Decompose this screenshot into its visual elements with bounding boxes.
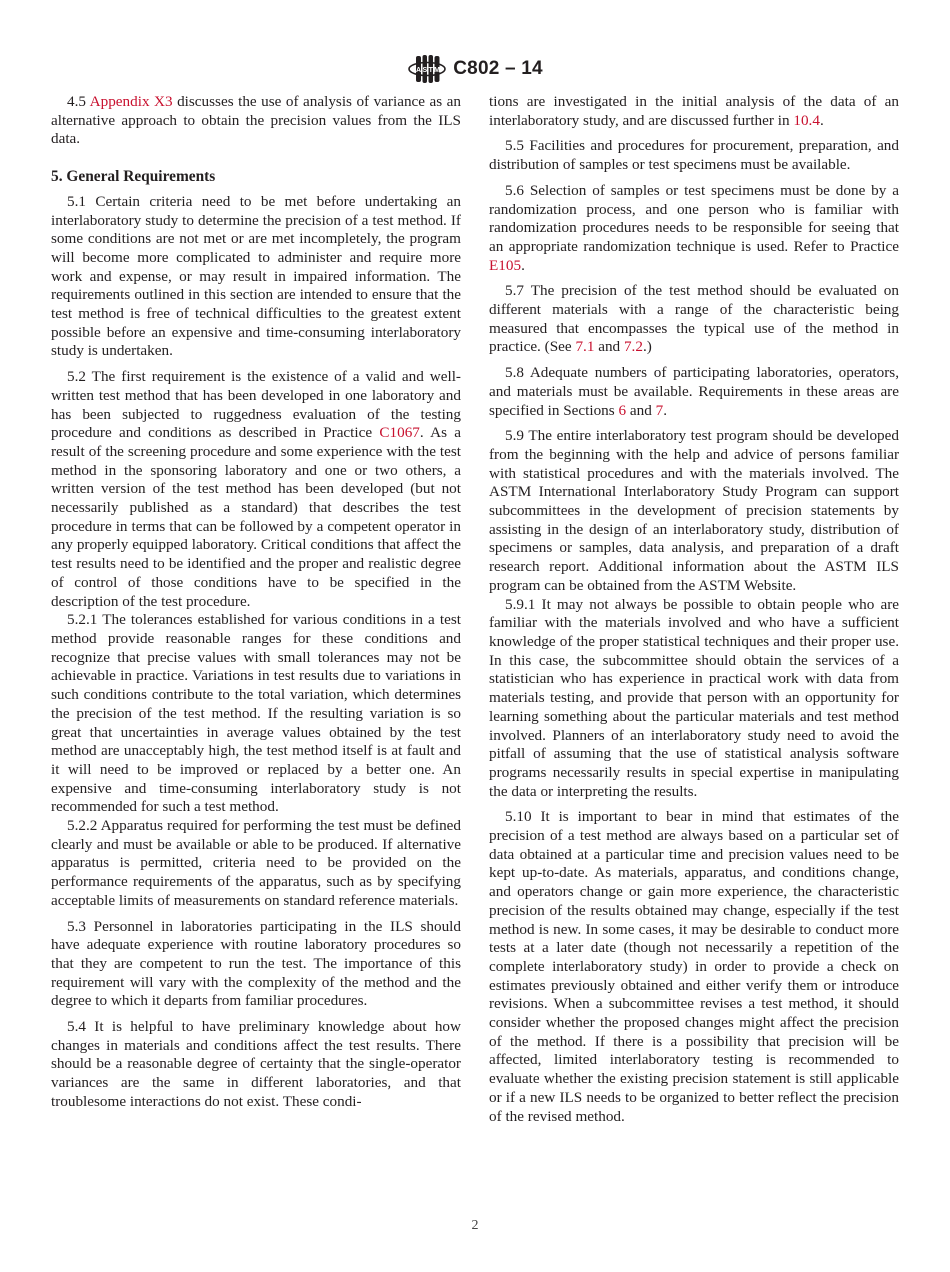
paragraph-text: 5.8 Adequate numbers of participating laboratories, operators, and materials must be available. Requirements in these areas are specified in Sections: [489, 364, 899, 419]
paragraph-5-2-1: [51, 611, 461, 817]
paragraph-5-7: [489, 282, 899, 357]
left-column: [51, 93, 461, 1112]
paragraph-text: 5.4 It is helpful to have preliminary knowledge about how changes in materials and conditions affect the test results. There should be a reasonable degree of certainty that the single-operator variances are the same in different laboratories, and that troublesome interactions do not exist. These condi-: [51, 1018, 461, 1110]
reference-link[interactable]: C1067: [379, 424, 420, 442]
paragraph-text: 5.2.2 Apparatus required for performing the test must be defined clearly and must be available or able to be produced. If alternative apparatus is permitted, criteria need to be provided on the performance requirements of the apparatus, such as by specifying acceptable limits of measurements on standard reference materials.: [51, 817, 461, 909]
paragraph-5-6: [489, 182, 899, 276]
svg-text:A: A: [416, 67, 422, 74]
paragraph-5-5: [489, 137, 899, 174]
reference-link[interactable]: 7.2: [623, 338, 643, 356]
paragraph-text: 4.5: [67, 93, 90, 110]
reference-link[interactable]: 6: [618, 401, 627, 419]
reference-link[interactable]: E105: [489, 256, 522, 274]
paragraph-text: 5.6 Selection of samples or test specimens must be done by a randomization process, and one person who is familiar with randomization procedures needs to be responsible for seeing that an appropriate randomization technique is used. Refer to Practice: [489, 181, 899, 255]
svg-text:M: M: [434, 67, 441, 74]
paragraph-5-2-2: [51, 817, 461, 911]
paragraph-text: 5.5 Facilities and procedures for procurement, preparation, and distribution of samples or test specimens must be available.: [489, 137, 899, 174]
page-number: 2: [471, 1218, 479, 1233]
paragraph-text: . As a result of the screening procedure and some experience with the test method in the sponsoring laboratory and one or two others, a written version of the test method has been developed (but not necessarily published as a standard) that describes the test procedure in terms that can be followed by a competent operator in any properly equipped laboratory. Critical conditions that affect the test results need to be identified and the proper and realistic degree of control of those conditions have to be specified in the description of the test procedure.: [51, 424, 462, 610]
paragraph-text: 5.3 Personnel in laboratories participating in the ILS should have adequate experience with routine laboratory procedures so that they are competent to run the test. The importance of this requirement will vary with the complexity of the method and the degree to which it departs from familiar procedures.: [51, 917, 461, 1010]
paragraph-text: .: [521, 256, 525, 274]
page-header: [0, 52, 950, 86]
reference-link[interactable]: 10.4: [793, 111, 820, 129]
paragraph-text: .: [663, 401, 668, 419]
svg-text:S: S: [422, 67, 428, 74]
paragraph-5-3: [51, 918, 461, 1012]
paragraph-text: tions are investigated in the initial analysis of the data of an interlaboratory study, and are discussed further in: [489, 93, 899, 129]
paragraph-text: .: [819, 111, 824, 129]
paragraph-5-2: [51, 368, 461, 611]
paragraph-text: and: [626, 401, 656, 419]
paragraph-5-10: [489, 808, 899, 1126]
paragraph-text: 5.7 The precision of the test method should be evaluated on different materials with a range of the characteristic being measured that encompasses the typical use of the method in practice. (See: [489, 282, 899, 356]
right-column: [489, 93, 899, 1126]
paragraph-text: 5.9.1 It may not always be possible to obtain people who are familiar with the materials involved and who have a sufficient knowledge of the proper statistical techniques and their proper use. In this case, the subcommittee should obtain the services of a statistician who has experience in practical work with data from materials testing, and provide that person with an opportunity for learning something about the particular materials and test method involved. Planners of an interlaboratory study need to avoid the pitfall of assuming that the use of statistical analysis software programs necessarily results in special expertise in manipulating the data or interpreting the results.: [489, 595, 899, 800]
paragraph-5-8: [489, 364, 899, 420]
paragraph-text: 5.2 The first requirement is the existence of a valid and well-written test method that has been developed in one laboratory and has been subjected to ruggedness evaluation of the testing procedure and conditions as described in Practice: [51, 368, 461, 442]
paragraph-5-9-1: [489, 596, 899, 802]
paragraph-text: .): [642, 338, 652, 356]
astm-logo-icon: [407, 53, 447, 85]
paragraph-5-4-cont: [489, 93, 899, 130]
paragraph-text: 5.10 It is important to bear in mind that estimates of the precision of a test method are always based on a particular set of data obtained at a particular time and precision values need to be kept up-to-date. As materials, apparatus, and conditions change, and operators change or gain more experience, the characteristic precision of the results obtained may change, especially if the test method is new. In some cases, it may be desirable to conduct more tests at a later date (though not necessarily a repetition of the complete interlaboratory study) in order to provide a check on estimates previously obtained and either verify them or introduce revisions. When a subcommittee revises a test method, it should consider whether the proposed changes might affect the precision of the method. If there is a possibility that precision will be affected, limited interlaboratory testing is recommended to evaluate whether the existing precision statement is still applicable or if a new ILS needs to be organized to better reflect the precision of the revised method.: [489, 808, 899, 1125]
document-id: C802 – 14: [453, 58, 543, 79]
paragraph-4-5: [51, 93, 461, 149]
paragraph-text: 5.1 Certain criteria need to be met before undertaking an interlaboratory study to determine the precision of a test method. If some conditions are not met or are met incompletely, the program will become more complicated to administer and require more work and expense, or may result in impaired information. The requirements outlined in this section are intended to ensure that the test method is free of technical difficulties to the greatest extent possible before an expensive and time-consuming interlaboratory study is undertaken.: [51, 192, 461, 360]
paragraph-text: and: [594, 338, 624, 356]
paragraph-text: 5.2.1 The tolerances established for various conditions in a test method provide reasonable ranges for these conditions and recognize that precise values with small tolerances may not be achievable in practice. Variations in test results due to variations in such conditions contribute to the total variation, which determines the precision of the test method. If the resulting variation is so great that uncertainties in average values obtained by the test method are unacceptably high, the test method itself is at fault and it will need to be improved or replaced by a better one. An expensive and time-consuming interlaboratory study is not recommended for such a test method.: [51, 611, 461, 816]
paragraph-text: discusses the use of analysis of variance as an alternative approach to obtain the precision values from the ILS data.: [51, 93, 461, 148]
reference-link[interactable]: 7.1: [575, 338, 595, 356]
paragraph-text: 5.9 The entire interlaboratory test program should be developed from the beginning with the help and advice of persons familiar with statistical procedures and with the materials involved. The ASTM International Interlaboratory Study Program can support subcommittees in the development of precision statements by assisting in the design of an interlaboratory study, distribution of specimens or samples, data analysis, and preparation of a draft research report. Additional information about the ASTM ILS program can be obtained from the ASTM Website.: [489, 427, 899, 594]
paragraph-5-9: [489, 427, 899, 595]
section-heading: 5. General Requirements: [51, 168, 216, 186]
svg-text:T: T: [428, 67, 434, 74]
reference-link[interactable]: Appendix X3: [89, 93, 173, 110]
paragraph-5-1: [51, 193, 461, 361]
paragraph-5-4: [51, 1018, 461, 1112]
reference-link[interactable]: 7: [655, 401, 664, 419]
